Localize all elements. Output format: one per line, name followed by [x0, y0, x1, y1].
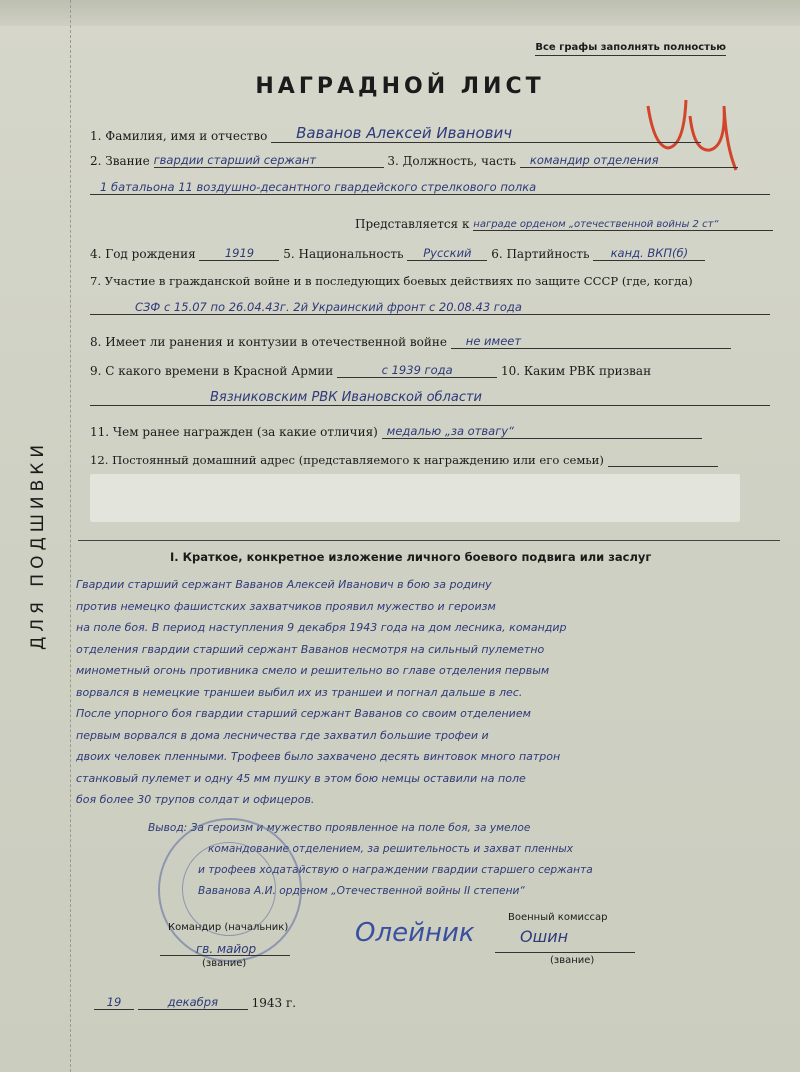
- field-9-value: с 1939 года: [381, 363, 453, 377]
- section-rule: [78, 540, 780, 541]
- date-row: [94, 995, 296, 1010]
- narrative-line: двоих человек пленными. Трофеев было захвачено десять винтовок много патрон: [76, 750, 561, 763]
- field-12-row: [90, 453, 718, 467]
- narrative-line: боя более 30 трупов солдат и офицеров.: [76, 793, 315, 806]
- field-2-value: гвардии старший сержант: [153, 153, 317, 167]
- commissar-signature: Ошин: [520, 927, 569, 946]
- presented-row: [355, 216, 773, 231]
- binding-line: [70, 0, 71, 1072]
- narrative-line: ворвался в немецкие траншеи выбил их из траншеи и погнал дальше в лес.: [76, 685, 523, 699]
- field-1-value: Ваванов Алексей Иванович: [296, 124, 513, 142]
- field-8-row: [90, 334, 731, 349]
- field-8-label: 8. Имеет ли ранения и контузии в отечественной войне: [90, 335, 447, 349]
- narrative-line: первым ворвался в дома лесничества где захватил большие трофеи и: [76, 728, 489, 742]
- conclusion-line: командование отделением, за решительность и захват пленных: [208, 843, 574, 855]
- official-seal: [158, 818, 302, 962]
- field-9-10-row: [90, 363, 651, 378]
- field-11-row: [90, 424, 702, 439]
- top-stripe: [0, 0, 800, 26]
- field-3-label: 3. Должность, часть: [387, 154, 517, 168]
- date-day: 19: [106, 995, 122, 1009]
- conclusion-line: и трофеев ходатайствую о награждении гвардии старшего сержанта: [198, 864, 593, 876]
- field-6-label: 6. Партийность: [491, 247, 590, 261]
- field-3-value-2: 1 батальона 11 воздушно-десантного гвардейского стрелкового полка: [100, 180, 537, 194]
- narrative-line: Гвардии старший сержант Ваванов Алексей Иванович в бою за родину: [76, 578, 492, 591]
- field-4-value: 1919: [224, 246, 255, 260]
- binding-label: ДЛЯ ПОДШИВКИ: [28, 439, 48, 650]
- field-7-row: [90, 300, 770, 315]
- commander-rank-label: (звание): [202, 958, 247, 969]
- field-11-value: медалью „за отвагу“: [386, 424, 515, 438]
- field-3-continuation: [90, 180, 770, 195]
- commander-signature: Олейник: [355, 918, 475, 948]
- fill-notice: Все графы заполнять полностью: [535, 42, 726, 56]
- narrative-line: отделения гвардии старший сержант Ваванов несмотря на сильный пулеметно: [76, 642, 545, 656]
- field-1-label: 1. Фамилия, имя и отчество: [90, 129, 268, 143]
- document-title: НАГРАДНОЙ ЛИСТ: [255, 74, 545, 99]
- conclusion-line: Ваванова А.И. орденом „Отечественной войны II степени“: [198, 885, 525, 897]
- narrative-block: [76, 574, 776, 811]
- commissar-rank-label: (звание): [550, 955, 595, 966]
- narrative-line: После упорного боя гвардии старший сержант Ваванов со своим отделением: [76, 707, 531, 720]
- field-6-value: канд. ВКП(б): [610, 246, 689, 260]
- field-2-label: 2. Звание: [90, 154, 150, 168]
- presented-value: награде орденом „отечественной войны 2 ст“: [473, 219, 719, 230]
- field-8-value: не имеет: [465, 334, 522, 348]
- field-1-row: [90, 124, 701, 143]
- section-title: I. Краткое, конкретное изложение личного боевого подвига или заслуг: [170, 550, 652, 564]
- field-5-value: Русский: [423, 246, 472, 260]
- field-5-label: 5. Национальность: [283, 247, 404, 261]
- field-7-label: 7. Участие в гражданской войне и в последующих боевых действиях по защите СССР (где, когда): [90, 274, 693, 288]
- redacted-address: [90, 474, 740, 522]
- narrative-line: станковый пулемет и одну 45 мм пушку в этом бою немцы оставили на поле: [76, 771, 526, 785]
- field-10-row: [90, 390, 770, 406]
- commissar-label: Военный комиссар: [508, 912, 608, 923]
- field-3-value: командир отделения: [529, 153, 659, 167]
- narrative-line: минометный огонь противника смело и решительно во главе отделения первым: [76, 664, 550, 677]
- field-2-row: [90, 153, 738, 168]
- conclusion-line: Вывод: За героизм и мужество проявленное на поле боя, за умелое: [148, 822, 531, 834]
- field-4-6-row: [90, 246, 705, 261]
- commander-rank-value: гв. майор: [196, 942, 257, 956]
- field-9-label: 9. С какого времени в Красной Армии: [90, 364, 334, 378]
- field-10-value: Вязниковским РВК Ивановской области: [210, 390, 482, 405]
- field-10-label: 10. Каким РВК призван: [500, 364, 652, 378]
- narrative-line: против немецко фашистских захватчиков проявил мужество и героизм: [76, 599, 496, 613]
- commander-label: Командир (начальник): [168, 922, 289, 933]
- presented-label: Представляется к: [355, 217, 470, 231]
- narrative-line: на поле боя. В период наступления 9 декабря 1943 года на дом лесника, командир: [76, 621, 567, 634]
- date-month: декабря: [167, 995, 218, 1009]
- field-4-label: 4. Год рождения: [90, 247, 196, 261]
- field-12-label: 12. Постоянный домашний адрес (представляемого к награждению или его семьи): [90, 453, 604, 467]
- date-year: 1943 г.: [251, 996, 297, 1010]
- field-11-label: 11. Чем ранее награжден (за какие отличия): [90, 425, 378, 439]
- field-7-value: СЗФ с 15.07 по 26.04.43г. 2й Украинский фронт с 20.08.43 года: [135, 300, 522, 314]
